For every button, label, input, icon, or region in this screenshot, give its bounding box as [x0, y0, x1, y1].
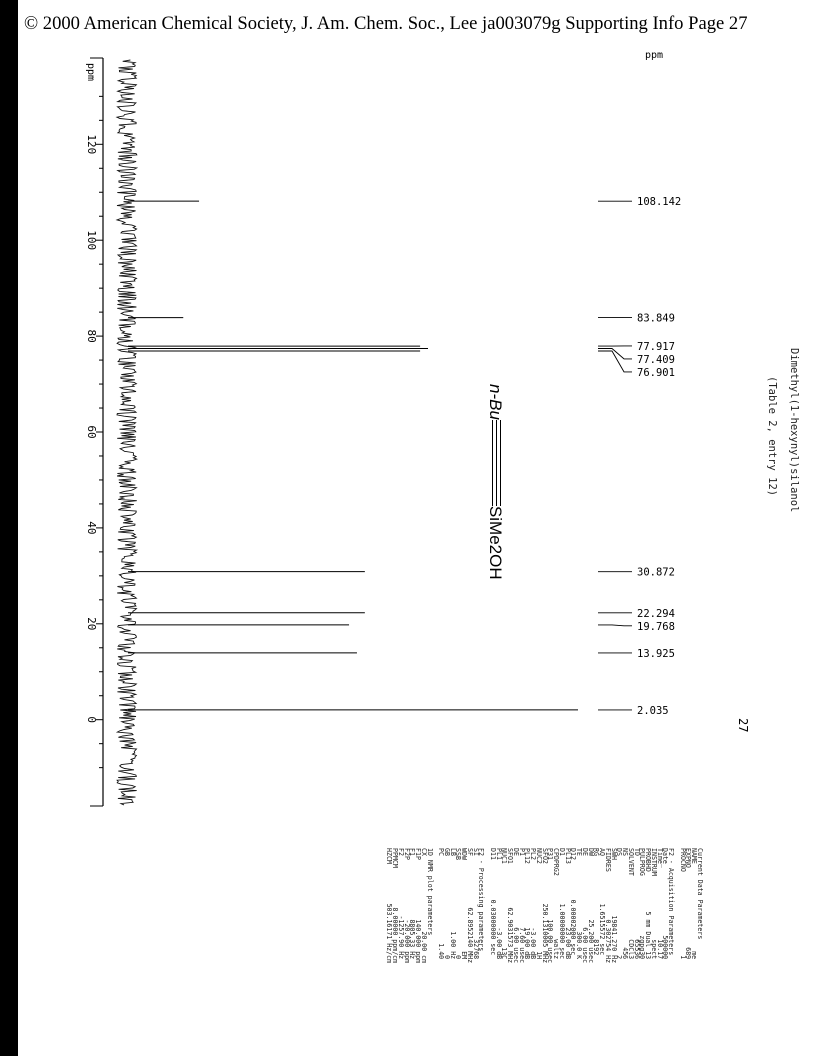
peak-leader — [598, 349, 632, 359]
page-number: 27 — [736, 718, 750, 733]
parameter-line: SSB 0 — [454, 848, 463, 960]
structure-nbu: n-Bu — [486, 384, 505, 420]
peak-label: 76.901 — [637, 366, 675, 379]
parameter-line: RG 8192 — [592, 848, 601, 956]
peak-label: 77.409 — [637, 353, 675, 366]
parameter-line: DE 6.00 usec — [581, 848, 589, 964]
tick-label: 100 — [85, 230, 98, 251]
parameter-line: F2 - Processing parameters — [477, 848, 486, 952]
parameter-line: DW 25.200 usec — [586, 848, 595, 964]
parameter-line: SFO2 250.1310005 MHz — [540, 848, 549, 964]
parameter-line: PC 1.40 — [437, 848, 446, 960]
peak-label: 77.917 — [637, 340, 675, 353]
parameter-line: F2P -20.000 ppm — [402, 848, 411, 964]
baseline-noise — [117, 60, 137, 805]
parameter-line: LB 1.00 Hz — [448, 848, 457, 960]
parameter-line: DS 2 — [615, 848, 624, 960]
peak-label: 13.925 — [637, 647, 675, 660]
parameter-line: SF 62.8952140 MHz — [466, 848, 474, 964]
parameter-line: SOLVENT CDCl3 — [627, 848, 635, 960]
parameter-line: F1 8805.33 Hz — [408, 848, 417, 960]
parameter-line: PL1 -3.00 dB — [494, 848, 503, 960]
parameter-line: Time 10.17 — [655, 848, 664, 960]
parameter-line: HZCM 503.16171 Hz/cm — [385, 848, 394, 964]
parameter-line: GB 0 — [443, 848, 451, 960]
ppm-axis — [85, 50, 663, 806]
peak-leader — [598, 625, 632, 626]
parameter-line: D11 0.03000000 sec — [489, 848, 497, 956]
parameter-line: Current Data Parameters — [696, 848, 704, 940]
parameter-line: AQ 1.6515572 sec — [598, 848, 607, 956]
acquisition-parameters — [386, 848, 702, 963]
parameter-line: WDW EM — [460, 848, 469, 960]
parameter-line: TE 300.0 K — [575, 848, 584, 960]
parameter-line: DE 6.00 usec — [512, 848, 520, 964]
parameter-line: TD 65536 — [632, 848, 641, 960]
parameter-line: P31 100.00 usec — [546, 848, 555, 964]
parameter-line: F1P 140.000 ppm — [414, 848, 423, 964]
tick-label: 120 — [85, 134, 98, 155]
compound-name: Dimethyl(1-hexynyl)silanol — [788, 348, 800, 513]
peak-label: 83.849 — [637, 312, 675, 325]
peak-label: 30.872 — [637, 566, 675, 579]
parameter-line: PPMCM 8.00000 ppm/cm — [391, 848, 400, 964]
axis-top-label: ppm — [644, 50, 664, 61]
parameter-line: PL2 -3.00 dB — [529, 848, 538, 960]
parameter-line: CX 20.00 cm — [420, 848, 428, 964]
structure-formula — [485, 384, 505, 580]
peak-labels — [598, 196, 681, 717]
tick-label: 40 — [85, 521, 98, 535]
tick-label: 80 — [85, 329, 98, 343]
parameter-line: P1 7.60 usec — [517, 848, 526, 964]
parameter-line: Date_ 500000 — [661, 848, 670, 960]
parameter-line: SFO1 62.9031573 MHz — [506, 848, 515, 964]
tick-label: 0 — [85, 716, 98, 724]
parameter-line: D1 1.00000000 sec — [558, 848, 566, 960]
parameter-line: NAME me — [690, 848, 699, 960]
parameter-line: NS 456 — [621, 848, 630, 960]
parameter-line: NUC1 13C — [500, 848, 509, 960]
parameter-line: PROBHD 5 mm Dual 13 — [644, 848, 653, 960]
parameter-line: EXPNO 689 — [684, 848, 693, 960]
peak-label: 2.035 — [637, 704, 669, 717]
page-header: © 2000 American Chemical Society, J. Am. Chem. Soc., Lee ja003079g Supporting Info Page 27 — [24, 13, 748, 34]
parameter-line: D12 0.00002000 sec — [569, 848, 578, 956]
structure-simeoh: SiMe2OH — [486, 505, 505, 580]
tick-label: 60 — [85, 425, 98, 439]
parameter-line: NUC2 1H — [535, 848, 543, 960]
peak-label: 108.142 — [637, 196, 682, 209]
parameter-line: FIDRES 0.302754 Hz — [604, 848, 612, 964]
parameter-line: F2 - Acquisition Parameters — [667, 848, 676, 956]
tick-label: 20 — [85, 617, 98, 631]
parameter-line: INSTRUM spect — [650, 848, 658, 960]
baseline-noise-trace — [117, 60, 137, 805]
parameter-line: 1D NMR plot parameters — [425, 848, 434, 936]
parameter-line: PL12 19.00 dB — [523, 848, 532, 960]
parameter-line: F2 -1257.90 Hz — [397, 848, 405, 960]
parameter-line: PULPROG zgpg30 — [638, 848, 647, 960]
parameter-line: SI 32768 — [471, 848, 480, 960]
peak-leader — [598, 351, 632, 372]
peak-label: 22.294 — [637, 607, 675, 620]
parameter-line: PL13 23.00 dB — [563, 848, 572, 960]
peak-label: 19.768 — [637, 620, 675, 633]
parameter-line: PROCNO 1 — [678, 848, 687, 960]
parameter-line: SWH 19841.270 Hz — [609, 848, 618, 964]
axis-unit-label: ppm — [85, 62, 96, 82]
compound-subtitle: (Table 2, entry 12) — [766, 376, 778, 497]
peak-lines — [128, 201, 578, 710]
parameter-line: CPDPRG2 waltz — [552, 848, 561, 960]
